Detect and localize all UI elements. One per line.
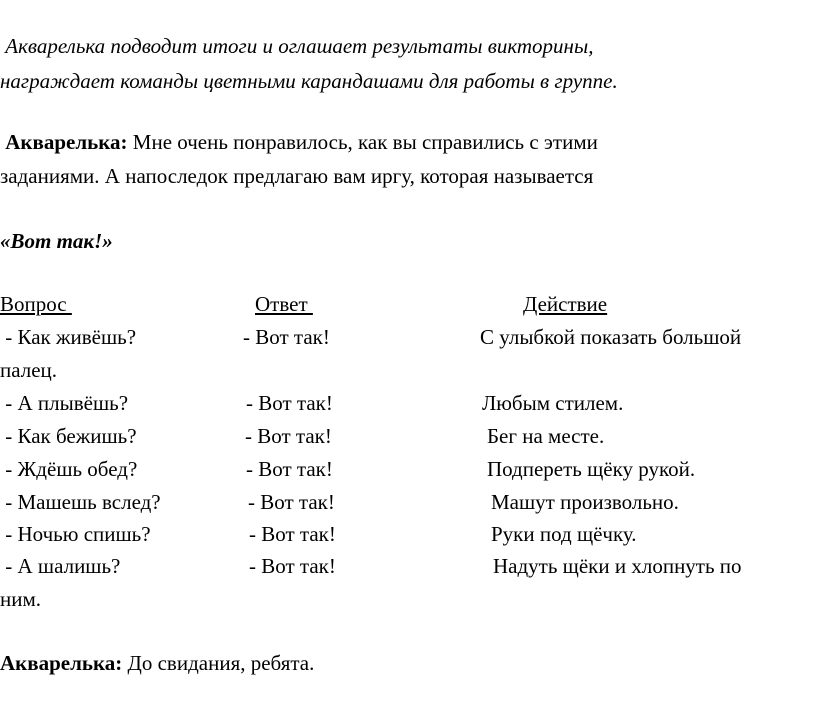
row-answer: - Вот так! xyxy=(248,490,335,514)
row-action: Руки под щёчку. xyxy=(491,522,637,546)
row-question: - Ночью спишь? xyxy=(0,522,151,546)
speech-1-line-2: заданиями. А напоследок предлагаю вам иргу, которая называется xyxy=(0,164,594,188)
intro-line-1: Акварелька подводит итоги и оглашает результаты викторины, xyxy=(0,34,594,58)
row-action: С улыбкой показать большой xyxy=(480,325,742,349)
row-answer: - Вот так! xyxy=(245,424,332,448)
row-question: - А плывёшь? xyxy=(0,391,129,415)
speaker-name: Акварелька: xyxy=(0,130,128,154)
row-question: - Как бежишь? xyxy=(0,424,137,448)
row-action: Надуть щёки и хлопнуть по xyxy=(493,554,742,578)
row-question: - Машешь вслед? xyxy=(0,490,161,514)
row-action: Любым стилем. xyxy=(482,391,624,415)
game-title: «Вот так!» xyxy=(0,229,113,253)
row-question: - Как живёшь? xyxy=(0,325,137,349)
row-answer: - Вот так! xyxy=(243,325,330,349)
row-action: Бег на месте. xyxy=(487,424,605,448)
row-action: Подпереть щёку рукой. xyxy=(487,457,696,481)
row-question: - А шалишь? xyxy=(0,554,121,578)
intro-line-2: награждает команды цветными карандашами для работы в группе. xyxy=(0,69,618,93)
row-question: - Ждёшь обед? xyxy=(0,457,138,481)
header-question: Вопрос xyxy=(0,292,72,316)
speaker-name: Акварелька: xyxy=(0,651,123,675)
speech-2-line xyxy=(0,651,314,676)
speech-1-line-1 xyxy=(0,130,598,155)
row-action-continuation: палец. xyxy=(0,358,58,382)
row-answer: - Вот так! xyxy=(246,457,333,481)
row-action-continuation: ним. xyxy=(0,587,42,611)
header-action: Действие xyxy=(523,292,608,316)
row-action: Машут произвольно. xyxy=(491,490,679,514)
header-answer: Ответ xyxy=(255,292,313,316)
speech-2-text: До свидания, ребята. xyxy=(122,651,315,675)
row-answer: - Вот так! xyxy=(249,522,336,546)
row-answer: - Вот так! xyxy=(246,391,333,415)
row-answer: - Вот так! xyxy=(249,554,336,578)
speech-1-text: Мне очень понравилось, как вы справились с этими xyxy=(127,130,598,154)
